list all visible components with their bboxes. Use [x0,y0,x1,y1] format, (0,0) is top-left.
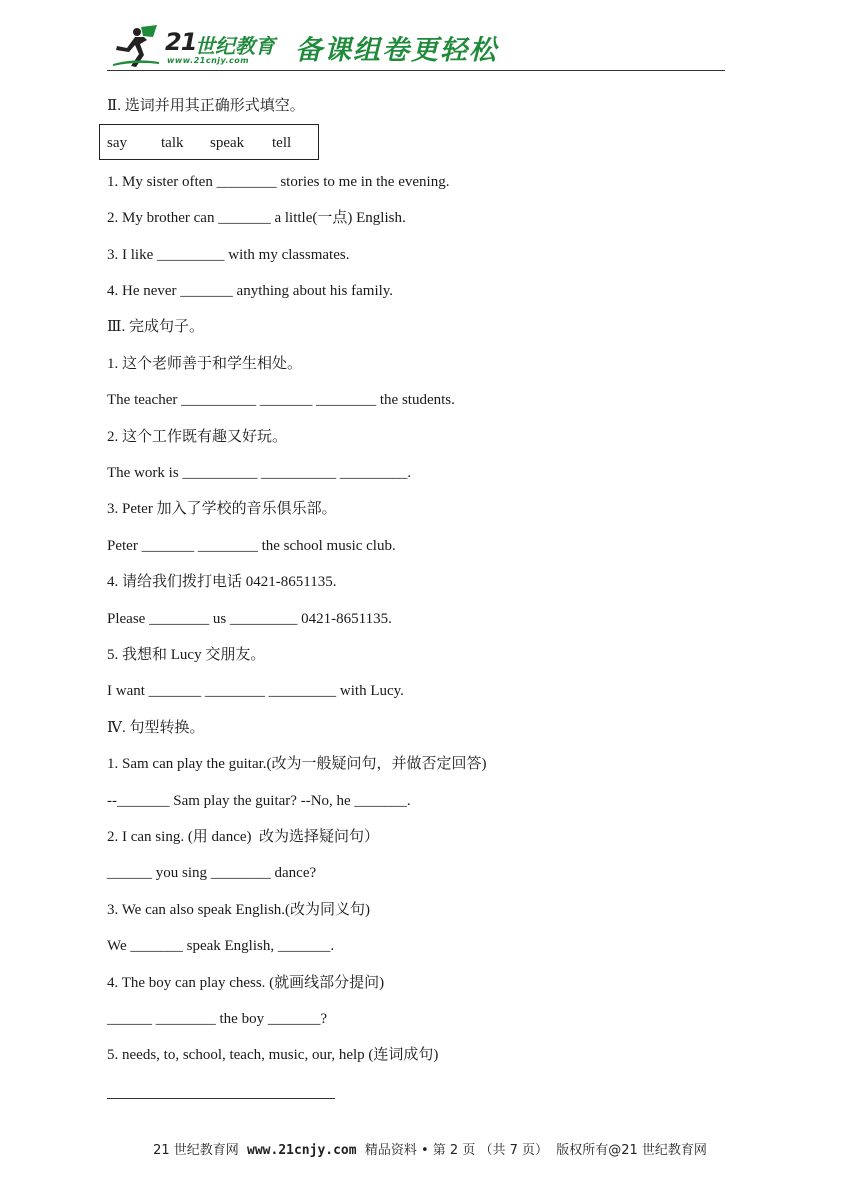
question-prompt: 1. 这个老师善于和学生相处。 [107,356,303,372]
word-bank-item: tell [272,135,292,151]
question-item: 4. He never _______ anything about his family. [107,283,394,299]
question-prompt: 5. needs, to, school, teach, music, our, help (连词成句) [107,1047,439,1063]
question-prompt: 4. 请给我们拨打电话 0421-8651135. [107,574,337,590]
answer-blank-line [107,1098,335,1099]
word-bank-item: talk [161,135,184,151]
question-answer: --_______ Sam play the guitar? --No, he _______. [107,793,411,809]
question-answer: The work is __________ __________ _________. [107,465,412,481]
question-item: 1. My sister often ________ stories to me in the evening. [107,174,450,190]
page-header [107,22,725,71]
question-answer: The teacher __________ _______ ________ the students. [107,392,455,408]
question-prompt: 1. Sam can play the guitar.(改为一般疑问句，并做否定回答) [107,756,487,772]
question-answer: I want _______ ________ _________ with Lucy. [107,683,404,699]
word-bank-item: say [107,135,127,151]
question-answer: ______ ________ the boy _______? [107,1011,327,1027]
page-footer [0,1139,860,1158]
footer-info: 精品资料 • 第 2 页 （共 7 页） 版权所有@21 世纪教育网 [364,1143,707,1158]
question-answer: Peter _______ ________ the school music club. [107,538,396,554]
question-prompt: 2. 这个工作既有趣又好玩。 [107,429,288,445]
question-answer: We _______ speak English, _______. [107,938,335,954]
question-item: 2. My brother can _______ a little(一点) English. [107,210,406,226]
question-answer: ______ you sing ________ dance? [107,865,317,881]
question-answer: Please ________ us _________ 0421-8651135. [107,611,392,627]
logo-url: www.21cnjy.com [167,56,250,65]
section3-title: Ⅲ. 完成句子。 [107,319,204,335]
header-slogan: 备课组卷更轻松 [295,35,498,66]
section4-title: Ⅳ. 句型转换。 [107,720,205,736]
question-prompt: 3. Peter 加入了学校的音乐俱乐部。 [107,501,337,517]
question-prompt: 3. We can also speak English.(改为同义句) [107,902,371,918]
running-man-logo-icon [113,24,163,68]
question-prompt: 2. I can sing. (用 dance) 改为选择疑问句） [107,829,380,845]
question-prompt: 5. 我想和 Lucy 交朋友。 [107,647,266,663]
question-prompt: 4. The boy can play chess. (就画线部分提问) [107,975,385,991]
logo-number: 21 [165,28,197,56]
question-item: 3. I like _________ with my classmates. [107,247,350,263]
word-bank-item: speak [210,135,245,151]
logo-text: 世纪教育 [195,34,275,58]
footer-url: www.21cnjy.com [247,1143,357,1158]
footer-site: 21 世纪教育网 [153,1143,239,1158]
word-bank [99,124,319,160]
section2-title: Ⅱ. 选词并用其正确形式填空。 [107,98,305,114]
